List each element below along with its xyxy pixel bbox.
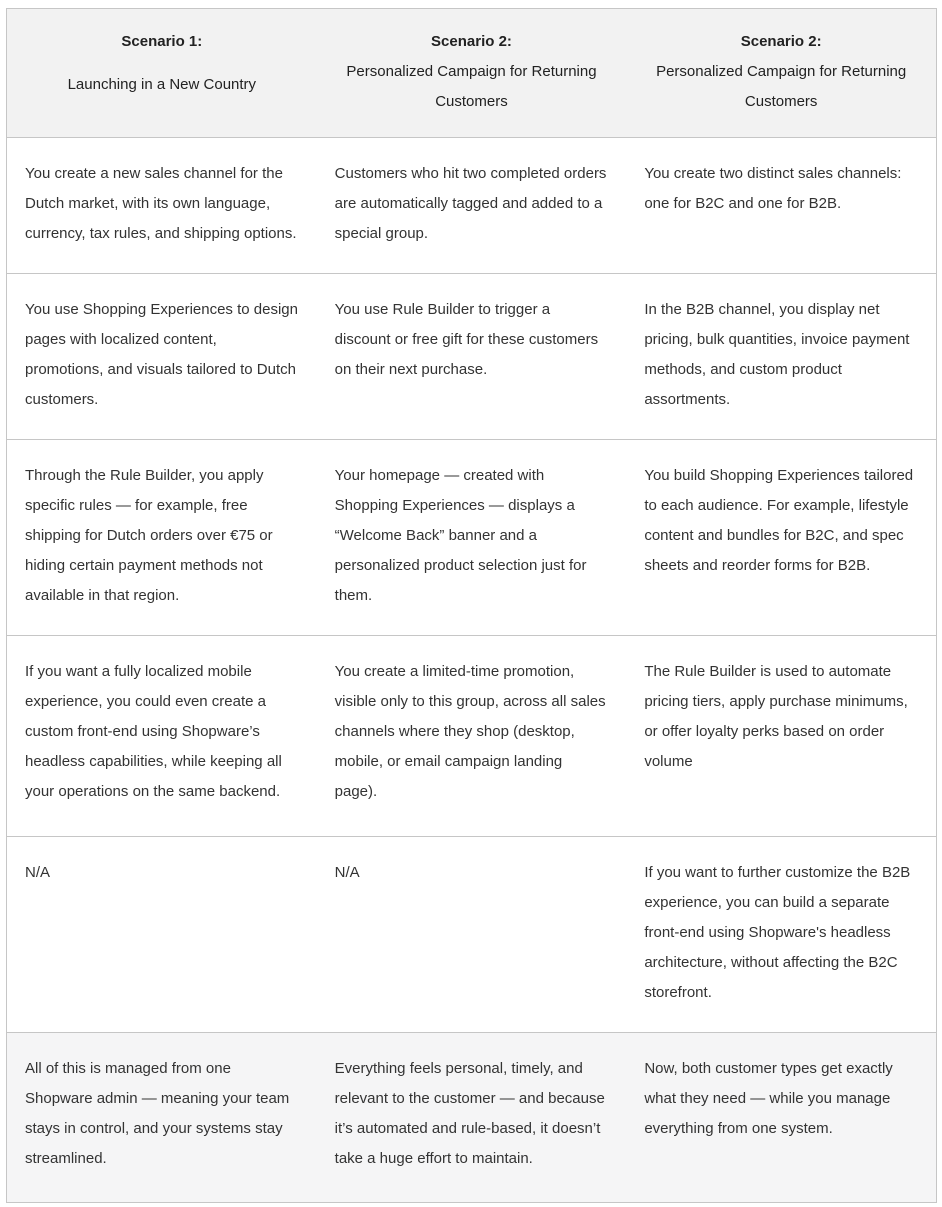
table-row xyxy=(7,837,936,1033)
table-cell: Now, both customer types get exactly what they need — while you manage everything from one system. xyxy=(644,1060,893,1137)
comparison-table xyxy=(6,8,937,1203)
table-row xyxy=(7,138,936,274)
table-row xyxy=(7,274,936,440)
table-cell: Through the Rule Builder, you apply specific rules — for example, free shipping for Dutch orders over €75 or hiding certain payment methods not available in that region. xyxy=(25,467,273,604)
header-cell-scenario-2 xyxy=(317,9,627,137)
table-cell: In the B2B channel, you display net pricing, bulk quantities, invoice payment methods, and custom product assortments. xyxy=(644,301,910,408)
header-subtitle: Personalized Campaign for Returning Customers xyxy=(346,63,597,110)
table-row xyxy=(7,636,936,837)
header-title: Scenario 1: xyxy=(121,33,203,50)
table-cell: Your homepage — created with Shopping Experiences — displays a “Welcome Back” banner and a personalized product selection just for them. xyxy=(334,467,587,604)
header-title: Scenario 2: xyxy=(431,33,512,50)
table-cell: You build Shopping Experiences tailored to each audience. For example, lifestyle content and bundles for B2C, and spec sheets and reorder forms for B2B. xyxy=(644,467,914,574)
table-row xyxy=(7,440,936,636)
table-cell: You create a limited-time promotion, visible only to this group, across all sales channels where they shop (desktop, mobile, or email campaign landing page). xyxy=(334,663,606,800)
table-cell: If you want to further customize the B2B experience, you can build a separate front-end using Shopware's headless architecture, without affecting the B2C storefront. xyxy=(644,864,911,1001)
table-cell-na: N/A xyxy=(334,864,360,881)
table-header-row xyxy=(7,9,936,138)
table-cell: You use Rule Builder to trigger a discount or free gift for these customers on their next purchase. xyxy=(334,301,599,378)
table-cell: Customers who hit two completed orders are automatically tagged and added to a special group. xyxy=(334,165,607,242)
table-cell: You use Shopping Experiences to design pages with localized content, promotions, and visuals tailored to Dutch customers. xyxy=(25,301,298,408)
header-subtitle: Launching in a New Country xyxy=(67,76,257,93)
table-cell: Everything feels personal, timely, and relevant to the customer — and because it’s automated and rule-based, it doesn’t take a huge effort to maintain. xyxy=(334,1060,605,1167)
table-cell: You create two distinct sales channels: one for B2C and one for B2B. xyxy=(644,165,902,212)
table-cell: The Rule Builder is used to automate pricing tiers, apply purchase minimums, or offer loyalty perks based on order volume xyxy=(644,663,908,770)
header-title: Scenario 2: xyxy=(740,33,822,50)
table-cell: If you want a fully localized mobile experience, you could even create a custom front-end using Shopware’s headless capabilities, while keeping all your operations on the same backend. xyxy=(25,663,282,800)
table-cell: You create a new sales channel for the Dutch market, with its own language, currency, tax rules, and shipping options. xyxy=(25,165,297,242)
table-cell-na: N/A xyxy=(25,864,51,881)
table-cell: All of this is managed from one Shopware admin — meaning your team stays in control, and your systems stay streamlined. xyxy=(25,1060,290,1167)
header-cell-scenario-1 xyxy=(7,9,317,137)
table-summary-row xyxy=(7,1033,936,1202)
header-subtitle: Personalized Campaign for Returning Customers xyxy=(656,63,907,110)
header-cell-scenario-2b xyxy=(626,9,936,137)
